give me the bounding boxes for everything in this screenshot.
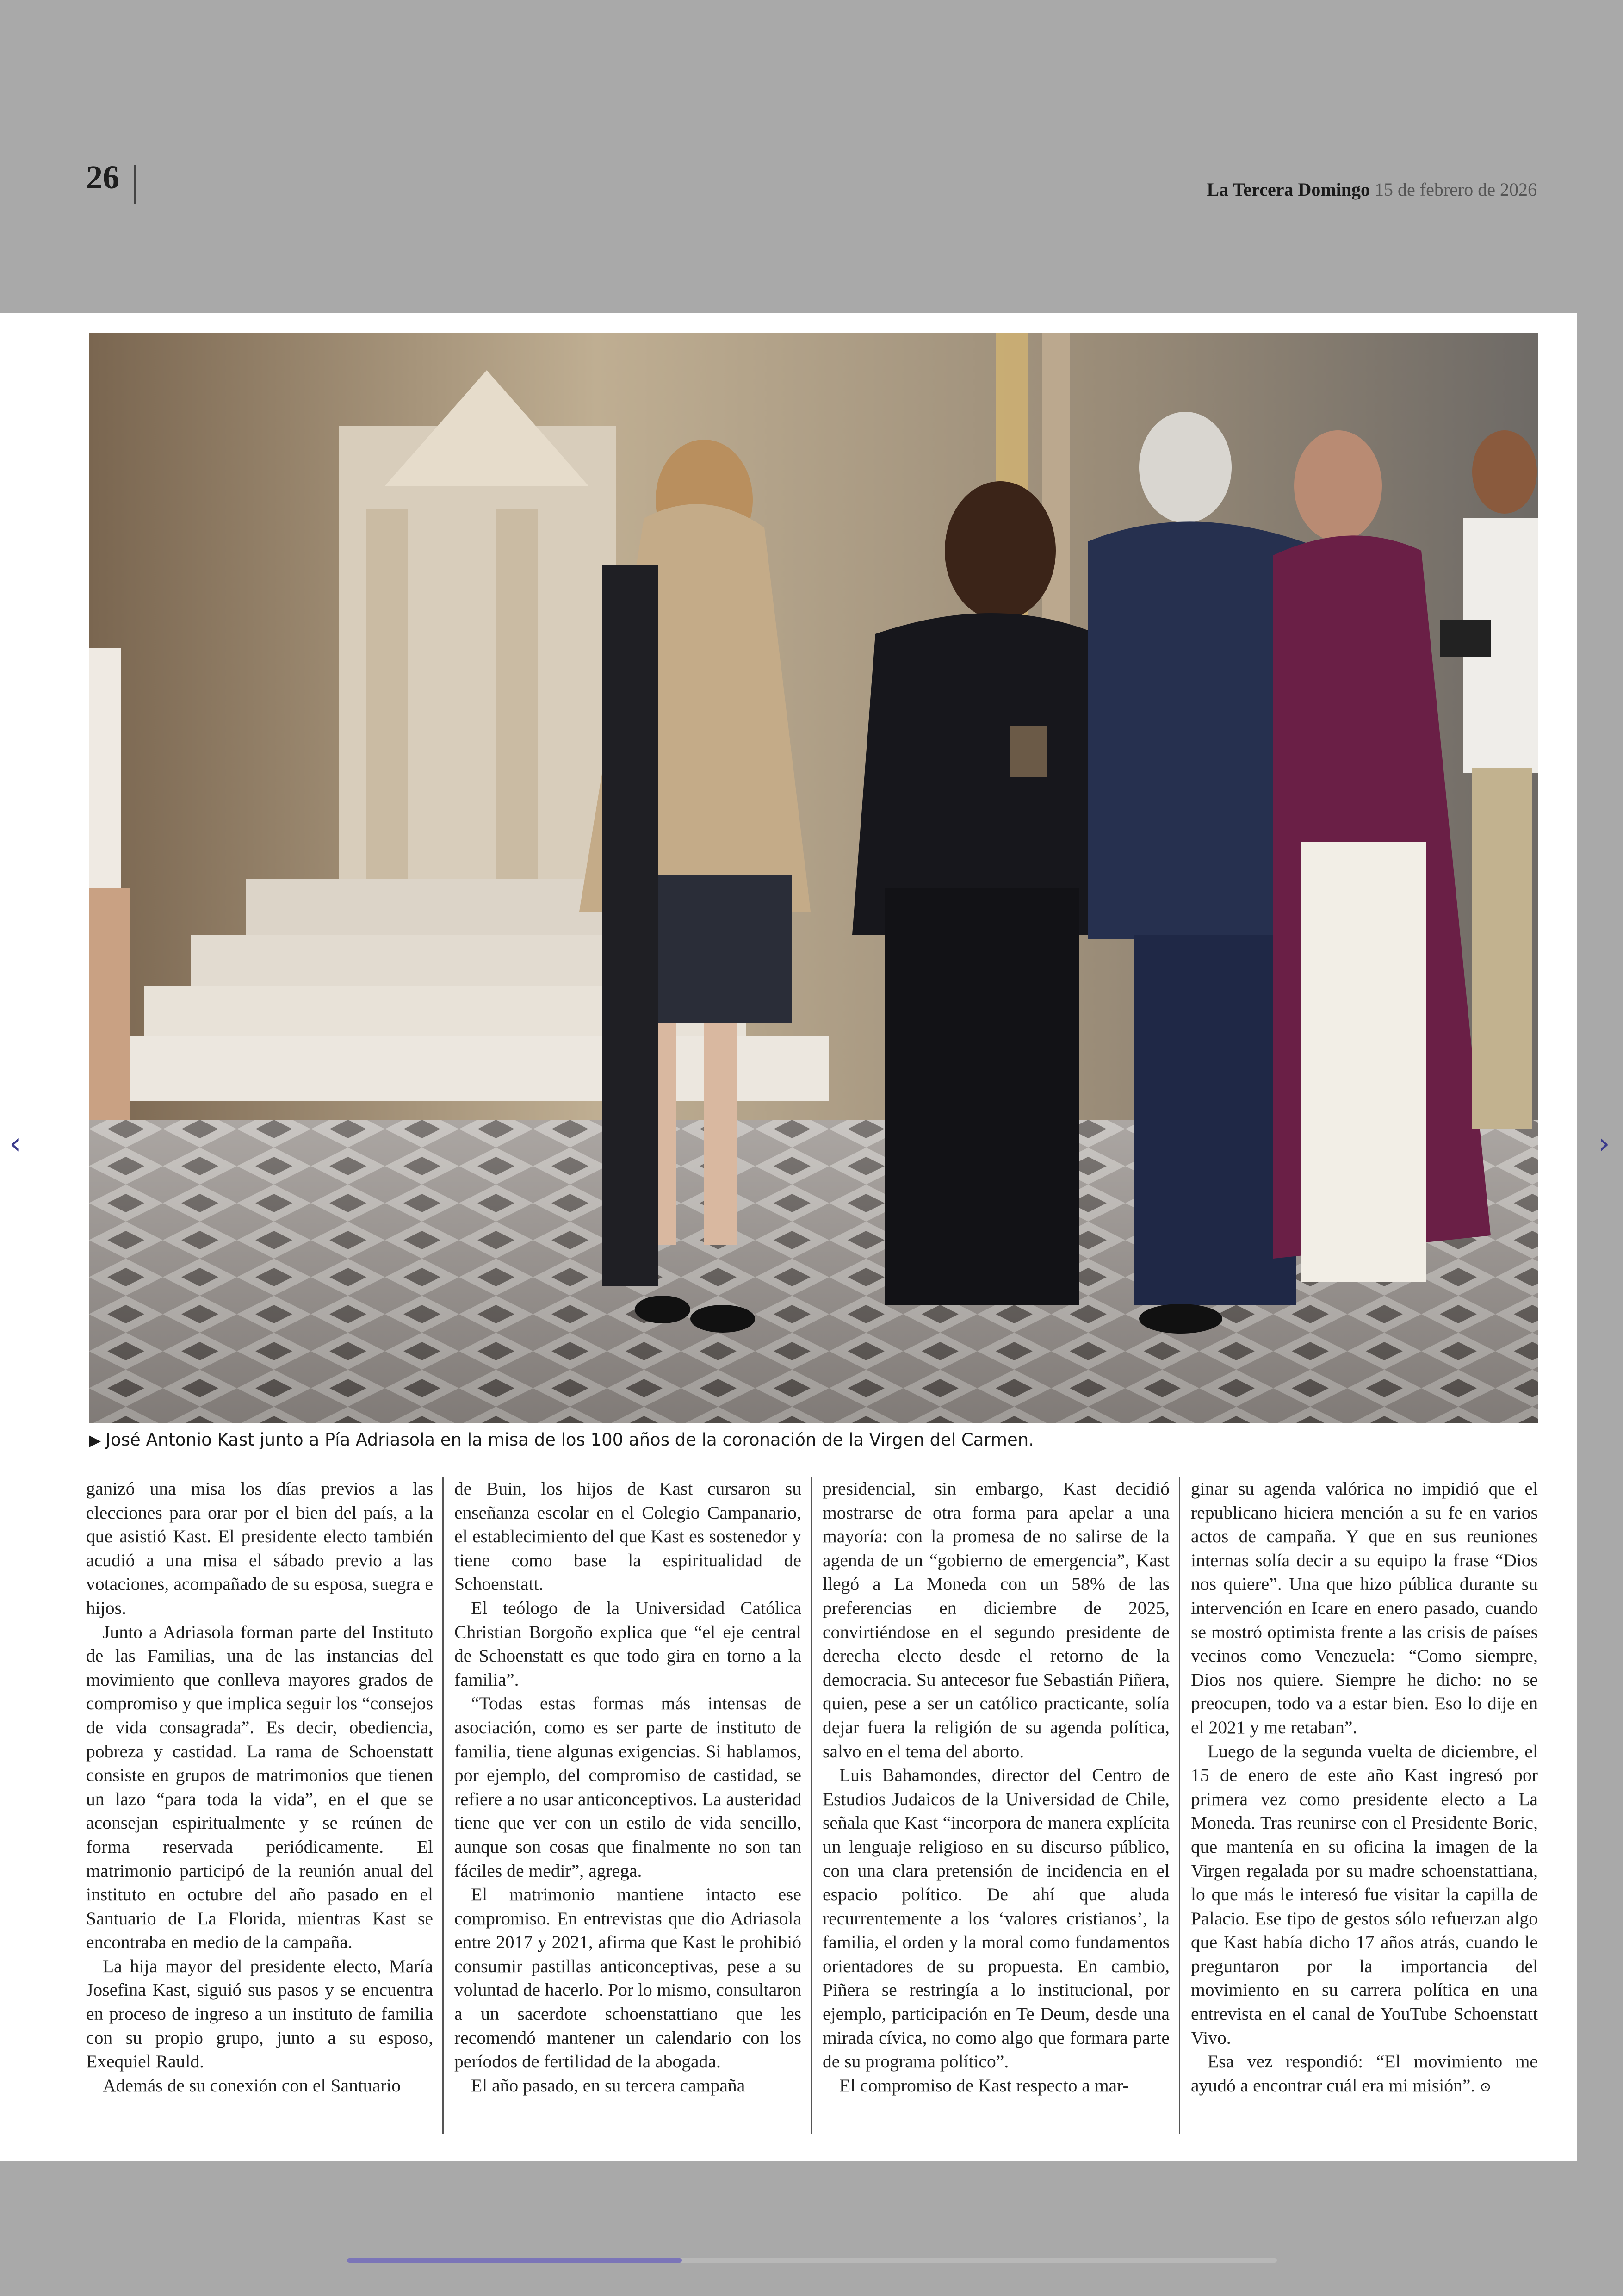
paragraph: de Buin, los hijos de Kast cursaron su enseñanza escolar en el Colegio Campanario, el establecimiento del que Kast es sostenedor y tiene como base la espiritualidad de Schoenstatt. bbox=[454, 1478, 801, 1595]
article-column-4 bbox=[1191, 1477, 1538, 2134]
next-page-button[interactable]: › bbox=[1598, 1127, 1610, 1161]
reading-progress-fill bbox=[347, 2258, 682, 2263]
paragraph: Luis Bahamondes, director del Centro de Estudios Judaicos de la Universidad de Chile, señala que Kast “incorpora de manera explícita un lenguaje religioso en su discurso público, con una clara pretensión de incidencia en el espacio político. De ahí que aluda recurrentemente a los ‘valores cristianos’, la familia, el orden y la moral como fundamentos orientadores de su propuesta. En cambio, Piñera se restringía a lo institucional, por ejemplo, participación en Te Deum, desde una mirada cívica, no como algo que formara parte de su programa político”. bbox=[823, 1765, 1170, 2072]
paragraph: “Todas estas formas más intensas de asociación, como es ser parte de instituto de familia, tiene algunas exigencias. Si hablamos, por ejemplo, del compromiso de castidad, se refiere a no usar anticonceptivos. La austeridad tiene que ver con un estilo de vida sencillo, aunque son cosas que finalmente no son tan fáciles de medir”, agrega. bbox=[454, 1693, 801, 1881]
paragraph: Luego de la segunda vuelta de diciembre, el 15 de enero de este año Kast ingresó por primera vez como presidente electo a La Moneda. Tras reunirse con el Presidente Boric, que mantenía en su oficina la imagen de la Virgen regalada por su madre schoenstattiana, lo que más le interesó fue visitar la capilla de Palacio. Ese tipo de gestos sólo refuerzan algo que Kast había dicho 17 años atrás, cuando le preguntaron por la importancia del movimiento en su carrera política en una entrevista en el canal de YouTube Schoenstatt Vivo. bbox=[1191, 1741, 1538, 2048]
paragraph: El año pasado, en su tercera campaña bbox=[471, 2075, 745, 2096]
paragraph: presidencial, sin embargo, Kast decidió mostrarse de otra forma para apelar a una mayoría: con la promesa de no salirse de la agenda de un “gobierno de emergencia”, Kast llegó a La Moneda con un 58% de las preferencias en diciembre de 2025, convirtiéndose en el segundo presidente de derecha electo desde el retorno de la democracia. Su antecesor fue Sebastián Piñera, quien, pese a ser un católico practicante, solía dejar fuera la religión de su agenda política, salvo en el tema del aborto. bbox=[823, 1478, 1170, 1762]
previous-page-button[interactable]: ‹ bbox=[9, 1127, 21, 1161]
caption-arrow-icon: ▶ bbox=[89, 1431, 101, 1450]
paragraph: ginar su agenda valórica no impidió que el republicano hiciera mención a su fe en varios actos de campaña. Y que en sus reuniones internas solía decir a su equipo la frase “Dios nos quiere”. Una que hizo pública durante su intervención en Icare en enero pasado, cuando se mostró optimista frente a las crisis de países vecinos como Venezuela: “Como siempre, Dios nos quiere. Siempre he dicho: no se preocupen, todo va a estar bien. Eso lo dije en el 2021 y me retaban”. bbox=[1191, 1478, 1538, 1738]
paragraph: La hija mayor del presidente electo, María Josefina Kast, siguió sus pasos y se encuentra en proceso de ingreso a un instituto de familia con su propio grupo, junto a su esposo, Exequiel Rauld. bbox=[86, 1955, 433, 2072]
paragraph bbox=[1191, 2050, 1538, 2099]
paragraph: Además de su conexión con el Santuario bbox=[103, 2075, 401, 2096]
page-sheet bbox=[0, 313, 1577, 2161]
article-body bbox=[86, 1477, 1538, 2134]
page-number: 26 bbox=[86, 159, 119, 196]
end-of-article-icon: ⊙ bbox=[1480, 2079, 1492, 2095]
paragraph: El teólogo de la Universidad Católica Christian Borgoño explica que “el eje central de Schoenstatt es que todo gira en torno a la familia”. bbox=[454, 1597, 801, 1690]
column-divider bbox=[1179, 1477, 1180, 2134]
reading-progress-bar[interactable] bbox=[347, 2258, 1277, 2263]
paragraph: El compromiso de Kast respecto a mar- bbox=[839, 2075, 1129, 2096]
article-column-2 bbox=[454, 1477, 801, 2134]
column-divider bbox=[811, 1477, 812, 2134]
paragraph-text: Esa vez respondió: “El movimiento me ayudó a encontrar cuál era mi misión”. bbox=[1191, 2051, 1538, 2096]
column-divider bbox=[442, 1477, 444, 2134]
publication-date: 15 de febrero de 2026 bbox=[1375, 179, 1537, 200]
page-number-divider bbox=[134, 165, 136, 204]
article-column-3 bbox=[823, 1477, 1170, 2134]
page-header bbox=[1207, 179, 1537, 200]
publication-name: La Tercera Domingo bbox=[1207, 179, 1370, 200]
photo-caption bbox=[89, 1430, 1538, 1458]
paragraph: Junto a Adriasola forman parte del Instituto de las Familias, una de las instancias del movimiento que conlleva mayores grados de compromiso y que implica seguir los “consejos de vida consagrada”. Es decir, obediencia, pobreza y castidad. La rama de Schoenstatt consiste en grupos de matrimonios que tienen un lazo “para toda la vida”, en el que se aconsejan espiritualmente y se reúnen de forma reservada periódicamente. El matrimonio participó de la reunión anual del instituto en octubre del año pasado en el Santuario de La Florida, mientras Kast se encontraba en medio de la campaña. bbox=[86, 1621, 433, 1953]
church-scene-illustration bbox=[89, 333, 1538, 1423]
article-photo bbox=[89, 333, 1538, 1423]
paragraph: ganizó una misa los días previos a las elecciones para orar por el bien del país, a la que asistió Kast. El presidente electo también acudió a una misa el sábado previo a las votaciones, acompañado de su esposa, suegra e hijos. bbox=[86, 1478, 433, 1618]
caption-text: José Antonio Kast junto a Pía Adriasola en la misa de los 100 años de la coronación de la Virgen del Carmen. bbox=[105, 1430, 1034, 1450]
article-column-1 bbox=[86, 1477, 433, 2134]
paragraph: El matrimonio mantiene intacto ese compromiso. En entrevistas que dio Adriasola entre 2017 y 2021, afirma que Kast le prohibió consumir pastillas anticonceptivas, pese a su voluntad de hacerlo. Por lo mismo, consultaron a un sacerdote schoenstattiano que les recomendó mantener un calendario con los períodos de fertilidad de la abogada. bbox=[454, 1884, 801, 2072]
